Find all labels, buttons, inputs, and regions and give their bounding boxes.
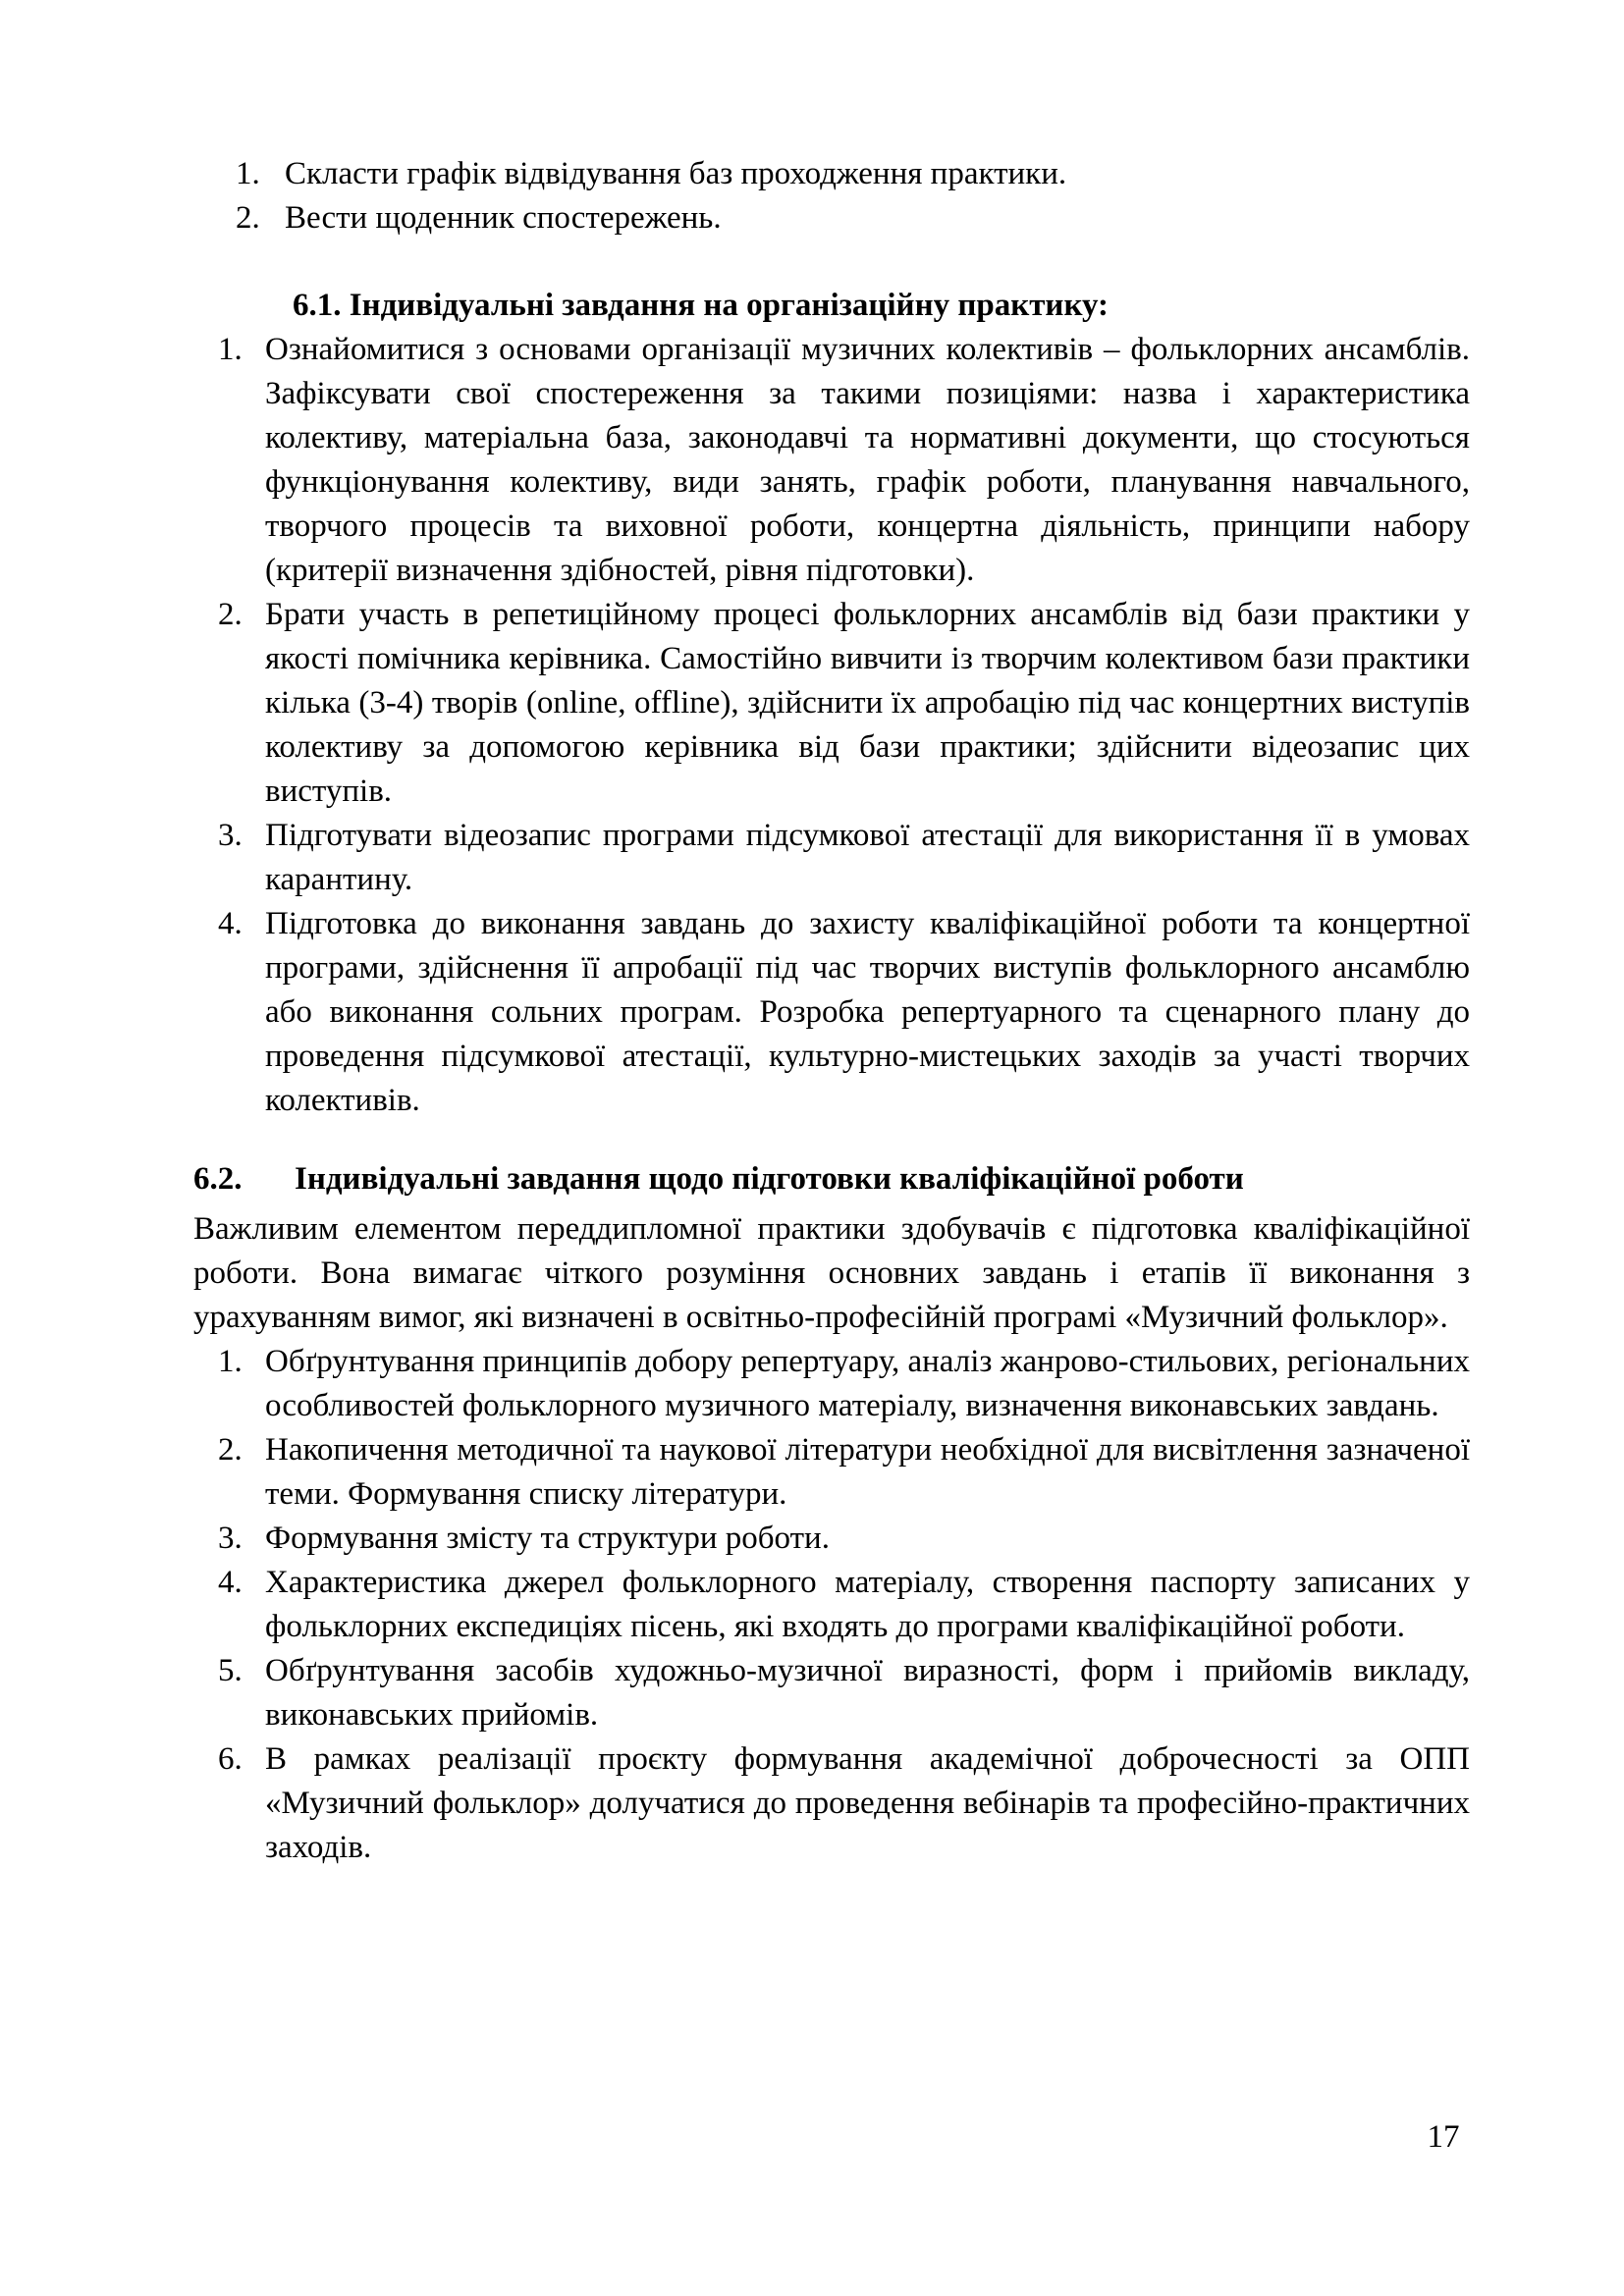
list-item bbox=[236, 152, 1470, 196]
list-item bbox=[218, 593, 1470, 814]
list-item bbox=[218, 328, 1470, 593]
page-number: 17 bbox=[1427, 2119, 1460, 2155]
task-list-6-1 bbox=[193, 328, 1470, 1123]
list-item bbox=[218, 1561, 1470, 1649]
section-6-1-number: 6.1. bbox=[293, 288, 342, 323]
list-item bbox=[218, 1737, 1470, 1870]
list-item bbox=[218, 1649, 1470, 1737]
item-number: 3. bbox=[218, 818, 243, 853]
item-number: 2. bbox=[218, 597, 243, 632]
item-text: Обґрунтування принципів добору репертуару, аналіз жанрово-стильових, регіональних особливостей фольклорного музичного матеріалу, визначення виконавських завдань. bbox=[265, 1344, 1470, 1423]
item-text: Характеристика джерел фольклорного матеріалу, створення паспорту записаних у фольклорних експедиціях пісень, які входять до програми кваліфікаційної роботи. bbox=[265, 1565, 1470, 1644]
list-item bbox=[218, 1428, 1470, 1517]
intro-task-list bbox=[193, 152, 1470, 240]
page-content bbox=[193, 152, 1470, 1870]
item-text: Формування змісту та структури роботи. bbox=[265, 1521, 830, 1556]
task-list-6-2 bbox=[193, 1340, 1470, 1870]
item-text: Накопичення методичної та наукової літератури необхідної для висвітлення зазначеної теми. Формування списку літератури. bbox=[265, 1432, 1470, 1512]
item-text: В рамках реалізації проєкту формування академічної доброчесності за ОПП «Музичний фольклор» долучатися до проведення вебінарів та професійно-практичних заходів. bbox=[265, 1741, 1470, 1865]
list-item bbox=[218, 1340, 1470, 1428]
list-item bbox=[218, 1517, 1470, 1561]
item-number: 4. bbox=[218, 1565, 243, 1600]
item-number: 5. bbox=[218, 1653, 243, 1688]
section-6-2-heading bbox=[193, 1157, 1470, 1201]
item-number: 3. bbox=[218, 1521, 243, 1556]
item-number: 1. bbox=[218, 332, 243, 367]
item-text: Скласти графік відвідування баз проходження практики. bbox=[285, 156, 1067, 191]
section-6-1-heading bbox=[293, 284, 1470, 328]
list-item bbox=[236, 196, 1470, 240]
list-item bbox=[218, 814, 1470, 902]
item-text: Підготувати відеозапис програми підсумкової атестації для використання її в умовах карантину. bbox=[265, 818, 1470, 897]
section-6-1-title: Індивідуальні завдання на організаційну практику: bbox=[349, 288, 1110, 323]
section-6-2-paragraph: Важливим елементом переддипломної практики здобувачів є підготовка кваліфікаційної роботи. Вона вимагає чіткого розуміння основних завдань і етапів її виконання з урахуванням вимог, які визначені в освітньо-професійній програмі «Музичний фольклор». bbox=[193, 1211, 1470, 1335]
item-text: Ознайомитися з основами організації музичних колективів – фольклорних ансамблів. Зафіксувати свої спостереження за такими позиціями: назва і характеристика колективу, матеріальна база, законодавчі та нормативні документи, що стосуються функціонування колективу, види занять, графік роботи, планування навчального, творчого процесів та виховної роботи, концертна діяльність, принципи набору (критерії визначення здібностей, рівня підготовки). bbox=[265, 332, 1470, 588]
item-text: Обґрунтування засобів художньо-музичної виразності, форм і прийомів викладу, виконавських прийомів. bbox=[265, 1653, 1470, 1733]
list-item bbox=[218, 902, 1470, 1123]
item-number: 2. bbox=[236, 200, 260, 236]
section-6-2-title: Індивідуальні завдання щодо підготовки кваліфікаційної роботи bbox=[295, 1161, 1244, 1197]
item-number: 6. bbox=[218, 1741, 243, 1777]
item-number: 1. bbox=[236, 156, 260, 191]
section-6-2-number: 6.2. bbox=[193, 1161, 243, 1197]
item-number: 2. bbox=[218, 1432, 243, 1468]
item-text: Вести щоденник спостережень. bbox=[285, 200, 722, 236]
item-number: 4. bbox=[218, 906, 243, 941]
item-number: 1. bbox=[218, 1344, 243, 1379]
item-text: Брати участь в репетиційному процесі фольклорних ансамблів від бази практики у якості помічника керівника. Самостійно вивчити із творчим колективом бази практики кілька (3-4) творів (online, offline), здійснити їх апробацію під час концертних виступів колективу за допомогою керівника від бази практики; здійснити відеозапис цих виступів. bbox=[265, 597, 1470, 809]
item-text: Підготовка до виконання завдань до захисту кваліфікаційної роботи та концертної програми, здійснення її апробації під час творчих виступів фольклорного ансамблю або виконання сольних програм. Розробка репертуарного та сценарного плану до проведення підсумкової атестації, культурно-мистецьких заходів за участі творчих колективів. bbox=[265, 906, 1470, 1118]
